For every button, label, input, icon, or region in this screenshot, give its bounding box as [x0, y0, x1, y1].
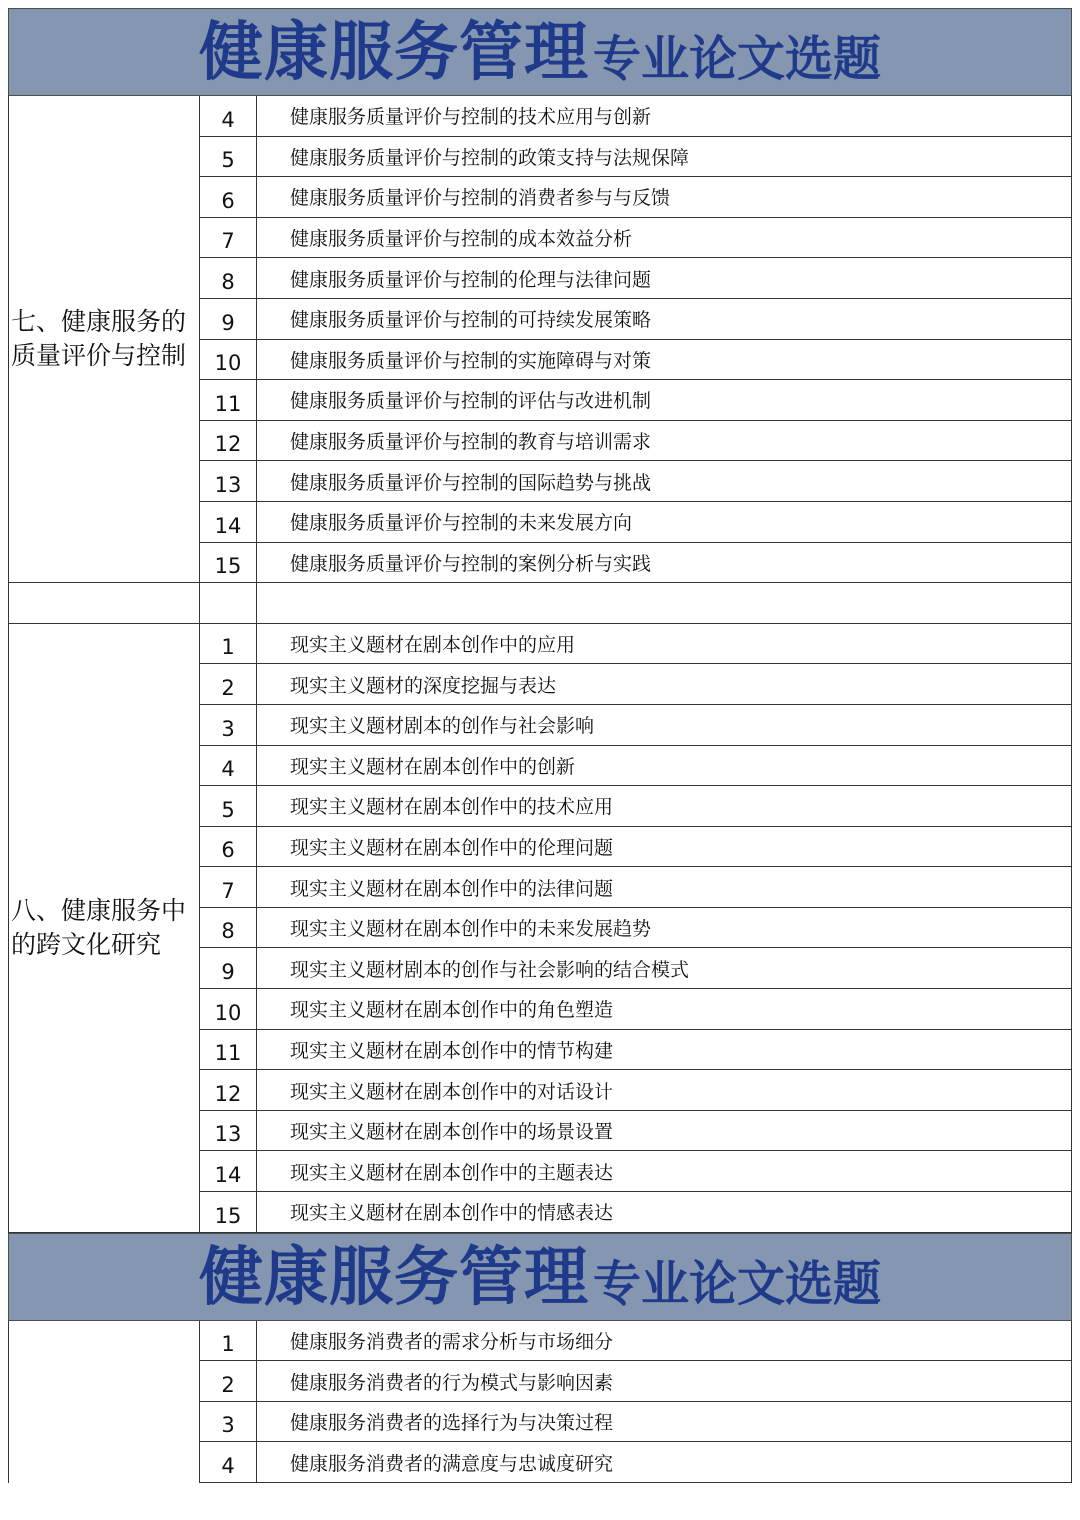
- row-number: 3: [199, 705, 257, 745]
- table-row: [199, 461, 1072, 502]
- row-number: 7: [199, 867, 257, 907]
- table-row: [199, 543, 1072, 584]
- row-title: 健康服务消费者的需求分析与市场细分: [257, 1321, 1072, 1361]
- row-title: 现实主义题材在剧本创作中的未来发展趋势: [257, 908, 1072, 948]
- row-number: 1: [199, 1321, 257, 1361]
- row-title: 健康服务质量评价与控制的政策支持与法规保障: [257, 137, 1072, 177]
- row-title: 现实主义题材在剧本创作中的主题表达: [257, 1151, 1072, 1191]
- table-row: [199, 705, 1072, 746]
- row-number: 15: [199, 543, 257, 583]
- banner-title-main: 健康服务管理: [198, 16, 589, 90]
- row-title: 健康服务消费者的满意度与忠诚度研究: [257, 1442, 1072, 1482]
- header-banner-repeat: [8, 1233, 1072, 1321]
- banner-title-sub: 专业论文选题: [592, 31, 881, 87]
- row-number: 13: [199, 1111, 257, 1151]
- row-title: 健康服务消费者的行为模式与影响因素: [257, 1361, 1072, 1401]
- section-8: [8, 624, 1072, 1233]
- section-7-label: 七、健康服务的质量评价与控制: [8, 96, 199, 583]
- section-9-rows: [199, 1321, 1072, 1483]
- row-title: 现实主义题材在剧本创作中的场景设置: [257, 1111, 1072, 1151]
- table-row: [199, 908, 1072, 949]
- table-row: [199, 340, 1072, 381]
- row-title: 健康服务质量评价与控制的技术应用与创新: [257, 96, 1072, 136]
- row-title: 健康服务质量评价与控制的国际趋势与挑战: [257, 461, 1072, 501]
- section-9-label: [8, 1321, 199, 1483]
- section-8-rows: [199, 624, 1072, 1233]
- row-number: 11: [199, 380, 257, 420]
- row-number: 9: [199, 948, 257, 988]
- row-number: 7: [199, 218, 257, 258]
- row-title: 健康服务质量评价与控制的可持续发展策略: [257, 299, 1072, 339]
- row-title: 现实主义题材在剧本创作中的情感表达: [257, 1192, 1072, 1232]
- table-row: [199, 664, 1072, 705]
- table-row: [199, 502, 1072, 543]
- table-row: [199, 258, 1072, 299]
- row-number: 6: [199, 827, 257, 867]
- table-row: [199, 867, 1072, 908]
- table-row: [199, 746, 1072, 787]
- row-title: 健康服务质量评价与控制的实施障碍与对策: [257, 340, 1072, 380]
- row-number: 6: [199, 177, 257, 217]
- row-number: 11: [199, 1030, 257, 1070]
- row-title: 现实主义题材在剧本创作中的对话设计: [257, 1070, 1072, 1110]
- row-number: 8: [199, 908, 257, 948]
- row-number: 10: [199, 989, 257, 1029]
- table-row: [199, 1361, 1072, 1402]
- banner-title-sub: 专业论文选题: [592, 1255, 881, 1312]
- table-row: [199, 1442, 1072, 1483]
- row-number: 10: [199, 340, 257, 380]
- row-title: 健康服务质量评价与控制的消费者参与与反馈: [257, 177, 1072, 217]
- row-title: 现实主义题材在剧本创作中的伦理问题: [257, 827, 1072, 867]
- row-number: 4: [199, 96, 257, 136]
- table-row: [199, 218, 1072, 259]
- table-row: [199, 1070, 1072, 1111]
- table-row: [199, 299, 1072, 340]
- row-title: 健康服务质量评价与控制的未来发展方向: [257, 502, 1072, 542]
- table-row: [199, 421, 1072, 462]
- table-row: [199, 624, 1072, 665]
- row-title: 现实主义题材在剧本创作中的角色塑造: [257, 989, 1072, 1029]
- row-title: 健康服务消费者的选择行为与决策过程: [257, 1402, 1072, 1442]
- row-number: 2: [199, 664, 257, 704]
- banner-title-main: 健康服务管理: [198, 1240, 589, 1315]
- row-number: 14: [199, 1151, 257, 1191]
- row-title: 现实主义题材的深度挖掘与表达: [257, 664, 1072, 704]
- row-title: 健康服务质量评价与控制的成本效益分析: [257, 218, 1072, 258]
- row-number: 8: [199, 258, 257, 298]
- table-row: [199, 1192, 1072, 1233]
- row-title: 现实主义题材在剧本创作中的技术应用: [257, 786, 1072, 826]
- row-number: 5: [199, 786, 257, 826]
- table-row: [199, 1151, 1072, 1192]
- row-number: 13: [199, 461, 257, 501]
- row-number: 1: [199, 624, 257, 664]
- row-number: 15: [199, 1192, 257, 1232]
- row-number: 9: [199, 299, 257, 339]
- row-title: 现实主义题材在剧本创作中的情节构建: [257, 1030, 1072, 1070]
- row-number: 4: [199, 1442, 257, 1482]
- table-row: [199, 948, 1072, 989]
- row-title: 现实主义题材剧本的创作与社会影响的结合模式: [257, 948, 1072, 988]
- row-title: 现实主义题材在剧本创作中的法律问题: [257, 867, 1072, 907]
- row-number: 2: [199, 1361, 257, 1401]
- row-title: 健康服务质量评价与控制的案例分析与实践: [257, 543, 1072, 583]
- table-row: [199, 1111, 1072, 1152]
- row-number: 12: [199, 1070, 257, 1110]
- row-number: 12: [199, 421, 257, 461]
- row-number: 4: [199, 746, 257, 786]
- section-7: [8, 96, 1072, 583]
- row-title: 现实主义题材剧本的创作与社会影响: [257, 705, 1072, 745]
- empty-row: [8, 583, 1072, 624]
- table-row: [199, 1030, 1072, 1071]
- table-row: [199, 380, 1072, 421]
- header-banner: [8, 8, 1072, 96]
- table-row: [199, 827, 1072, 868]
- section-8-label: 八、健康服务中的跨文化研究: [8, 624, 199, 1233]
- table-row: [199, 786, 1072, 827]
- table-row: [199, 1402, 1072, 1443]
- table-row: [199, 1321, 1072, 1362]
- row-number: 3: [199, 1402, 257, 1442]
- row-number: 5: [199, 137, 257, 177]
- row-title: 现实主义题材在剧本创作中的应用: [257, 624, 1072, 664]
- topic-table: [8, 8, 1072, 1483]
- row-number: 14: [199, 502, 257, 542]
- table-row: [199, 177, 1072, 218]
- table-row: [199, 989, 1072, 1030]
- table-row: [199, 137, 1072, 178]
- row-title: 健康服务质量评价与控制的伦理与法律问题: [257, 258, 1072, 298]
- row-title: 健康服务质量评价与控制的教育与培训需求: [257, 421, 1072, 461]
- section-9: [8, 1321, 1072, 1483]
- row-title: 现实主义题材在剧本创作中的创新: [257, 746, 1072, 786]
- row-title: 健康服务质量评价与控制的评估与改进机制: [257, 380, 1072, 420]
- section-7-rows: [199, 96, 1072, 583]
- table-row: [199, 96, 1072, 137]
